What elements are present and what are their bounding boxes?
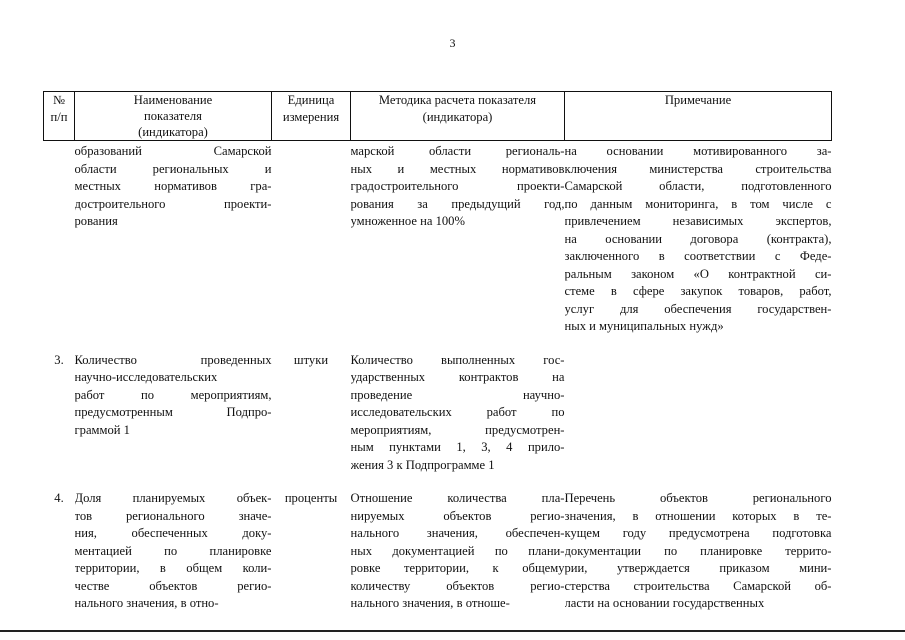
unit-of-measure: [272, 336, 351, 475]
note: [565, 336, 832, 475]
method-line: ным пунктами 1, 3, 4 прило-: [350, 440, 565, 454]
indicator-name-line: Количество проведенных: [74, 352, 272, 367]
calculation-method: [351, 141, 565, 336]
note-line: привлечением независимых экспертов,: [564, 214, 832, 228]
unit-of-measure: [272, 141, 351, 336]
calculation-method: [351, 474, 565, 613]
method-line: жения 3 к Подпрограмме 1: [350, 457, 495, 472]
indicator-name-line: научно-исследовательских: [74, 370, 218, 384]
table-row: [44, 336, 832, 475]
note-line: Перечень объектов регионального: [564, 491, 832, 505]
unit-text: штуки: [293, 352, 329, 367]
indicator-name-line: ния, обеспеченных доку-: [74, 526, 272, 540]
method-line: исследовательских работ по: [350, 405, 565, 419]
row-number-text: 3.: [54, 352, 64, 367]
row-number: [44, 474, 75, 613]
indicator-name: [75, 336, 272, 475]
indicator-name-line: нального значения, в отно-: [74, 596, 219, 610]
method-line: ных и местных нормативов: [350, 161, 565, 176]
note-line: заключенного в соответствии с Феде-: [564, 249, 832, 263]
table-row: [44, 474, 832, 613]
header-note: [565, 92, 832, 141]
header-num: [44, 92, 75, 141]
method-line: количеству объектов регио-: [350, 578, 565, 593]
method-line: ных документацией по плани-: [350, 543, 565, 558]
note-line: кущем году предусмотрена подготовка: [564, 526, 832, 540]
note-line: рии, утверждается приказом мини-: [564, 561, 832, 575]
note-line: ключения министерства строительства: [564, 161, 832, 176]
note-line: Самарской области, подготовленного: [564, 179, 832, 193]
note-line: по данным мониторинга, в том числе с: [564, 196, 832, 211]
header-num-text: № п/п: [50, 93, 68, 124]
method-line: марской области региональ-: [350, 144, 565, 158]
row-number: [44, 336, 75, 475]
indicator-table: [43, 91, 832, 613]
table-row: [44, 141, 832, 336]
indicator-name-line: честве объектов регио-: [74, 578, 272, 593]
note-line: на основании мотивированного за-: [564, 144, 832, 158]
header-name: [75, 92, 272, 141]
row-number: [44, 141, 75, 336]
indicator-name-line: местных нормативов гра-: [74, 179, 272, 193]
method-line: нального значения, обеспечен-: [350, 526, 565, 540]
header-unit: [272, 92, 351, 141]
note-line: значения, в отношении которых в те-: [564, 508, 832, 523]
note-line: документации по планировке террито-: [564, 543, 832, 558]
calculation-method: [351, 336, 565, 475]
indicator-name-line: образований Самарской: [74, 144, 272, 158]
unit-of-measure: [272, 474, 351, 613]
method-line: ударственных контрактов на: [350, 370, 565, 384]
note-line: стерства строительства Самарской об-: [564, 578, 832, 593]
header-note-text: Примечание: [664, 93, 732, 107]
indicator-name-line: территории, в общем коли-: [74, 561, 272, 575]
indicator-name-line: тов регионального значе-: [74, 508, 272, 523]
indicator-name-line: предусмотренным Подпро-: [74, 405, 272, 419]
table-header-row: [44, 92, 832, 141]
method-line: градостроительного проекти-: [350, 179, 565, 193]
row-number-text: 4.: [54, 491, 64, 505]
indicator-name-line: области региональных и: [74, 161, 272, 176]
method-line: умноженное на 100%: [350, 214, 465, 228]
bottom-border-line: [0, 630, 905, 632]
method-line: нального значения, в отноше-: [350, 596, 510, 610]
indicator-name: [75, 474, 272, 613]
indicator-name-line: граммой 1: [74, 422, 130, 437]
method-line: рования за предыдущий год,: [350, 196, 565, 211]
method-line: мероприятиям, предусмотрен-: [350, 422, 565, 437]
header-unit-text: Единица измерения: [282, 93, 340, 124]
note: [565, 141, 832, 336]
method-line: ровке территории, к общему: [350, 561, 565, 575]
unit-text: проценты: [284, 491, 338, 505]
note-line: услуг для обеспечения государствен-: [564, 301, 832, 316]
header-method-text: Методика расчета показателя (индикатора): [378, 93, 537, 124]
header-name-text: Наименование показателя (индикатора): [133, 93, 213, 139]
method-line: проведение научно-: [350, 387, 565, 402]
note-line: стеме в сфере закупок товаров, работ,: [564, 284, 832, 298]
indicator-name-line: рования: [74, 214, 118, 228]
note-line: ральным законом «О контрактной си-: [564, 266, 832, 281]
page-number: 3: [449, 36, 456, 50]
note-line: ласти на основании государственных: [564, 596, 765, 610]
indicator-name-line: Доля планируемых объек-: [74, 491, 272, 505]
indicator-name-line: достроительного проекти-: [74, 196, 272, 211]
note-line: ных и муниципальных нужд»: [564, 319, 724, 333]
method-line: нируемых объектов регио-: [350, 508, 565, 523]
indicator-name: [75, 141, 272, 336]
method-line: Количество выполненных гос-: [350, 352, 565, 367]
indicator-name-line: ментацией по планировке: [74, 543, 272, 558]
note: [565, 474, 832, 613]
method-line: Отношение количества пла-: [350, 491, 565, 505]
header-method: [351, 92, 565, 141]
note-line: на основании договора (контракта),: [564, 231, 832, 246]
indicator-name-line: работ по мероприятиям,: [74, 387, 272, 402]
